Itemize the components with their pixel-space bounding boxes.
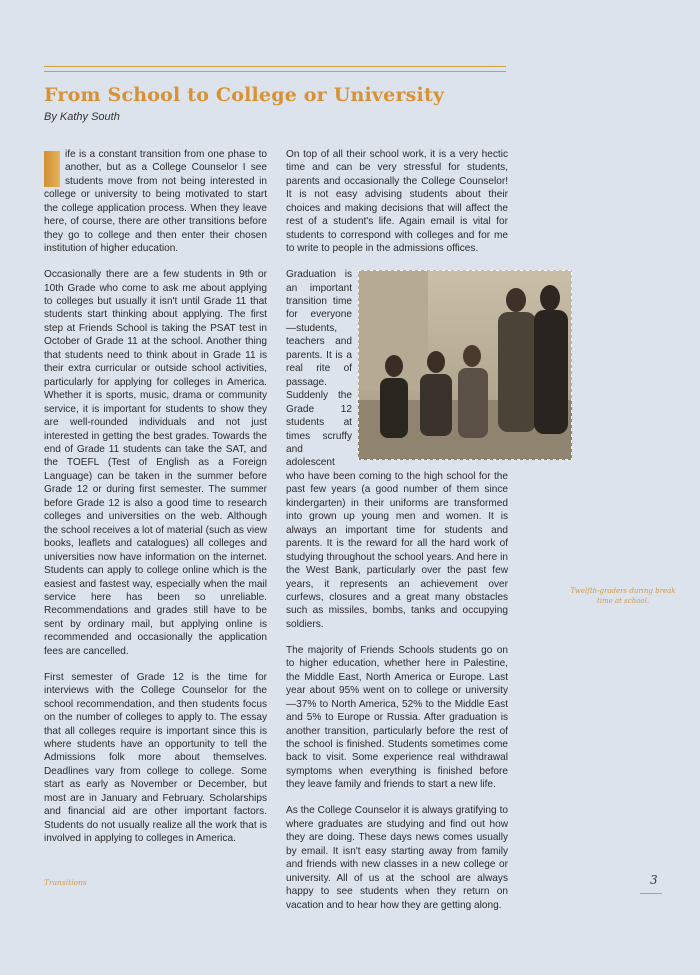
paragraph-text: ife is a constant transition from one phase to another, but as a College Counselor I see students move from not being interested in college or university to being motivated to start the college application process. When they leave here, of course, there are other transitions before they go to college and then enter their chosen institution of higher education. <box>44 149 267 255</box>
drop-cap <box>44 151 60 187</box>
article-column-right <box>286 148 508 924</box>
paragraph <box>286 268 508 631</box>
paragraph: Occasionally there are a few students in 9th or 10th Grade who come to ask me about applying to colleges but usually it isn't until Grade 11 that students start thinking about applying. The first step at Friends School is taking the PSAT test in October of Grade 11 at the school. Another thing that students need to think about in Grade 11 is their extra curricular or outside school activities, particularly for applying for colleges in America. Whether it is sports, music, drama or community service, it is important for students to show they are well-rounded individuals and not just interested in getting the best grades. Towards the end of Grade 11 students can take the SAT, and the TOEFL (Test of English as a Foreign Language) can be taken in the summer before Grade 12 or during first semester. The summer before Grade 12 is also a good time to research colleges and universities on the web. Although the school receives a lot of material (such as view books, leaflets and catalogues) all colleges and universities now have information on the internet. Students can apply to college online which is the easiest and fastest way, especially when the mail service here has been so unreliable. Recommendations and grades still have to be sent by ordinary mail, but applying online is recommended and occasionally the application fees are cancelled. <box>44 269 267 657</box>
paragraph: First semester of Grade 12 is the time for interviews with the College Counselor for the school recommendation, and then students focus on the number of colleges to apply to. The essay that all colleges require is important since this is where students have an opportunity to tell the Admissions folk more about themselves. Deadlines vary from college to college. Some start as early as November or December, but most are in January and February. Scholarships and financial aid are other important factors. Students do not usually realize all the work that is involved in applying to colleges in America. <box>44 671 267 845</box>
page-number: 3 <box>650 873 658 887</box>
page-number-rule <box>640 893 662 894</box>
footer-label: Transitions <box>44 878 87 887</box>
photo-caption: Twelfth-graders during break time at school. <box>570 587 676 605</box>
paragraph: On top of all their school work, it is a very hectic time and can be very stressful for students, parents and occasionally the College Counselor! It is not easy advising students about their choices and making decisions that will affect the rest of a student's life. Again email is vital for students to correspond with colleges and for me to write to people in the admissions offices. <box>286 149 508 255</box>
paragraph-text: Graduation is an important transition time for everyone—students, teachers and parents. It is a real rite of passage. Suddenly the Grade 12 students at times scruffy and adolescent who have been coming to the high school for the past few years (a good number of them since kindergarten) in their uniforms are transformed into grown up young men and women. It is always an important time for students and parents. It is the reward for all the hard work of studying throughout the school years. And here in the West Bank, particularly over the past few years, it represents an achievement over curfews, closures and a great many obstacles such as missiles, bombs, tanks and occupying soldiers. <box>286 269 508 630</box>
article-title: From School to College or University <box>44 84 445 106</box>
paragraph: As the College Counselor it is always gratifying to where graduates are studying and find out how they are doing. These days news comes usually by email. It isn't easy starting away from family and friends with new classes in a new college or university. All of us at the school are always happy to see students when they return on vacation and to hear how they are getting along. <box>286 805 508 911</box>
paragraph: The majority of Friends Schools students go on to higher education, whether here in Palestine, the Middle East, North America or Europe. Last year about 95% went on to college or university—37% to North America, 52% to the Middle East and 5% to Europe or Russia. After graduation is another transition, particularly before the rest of the school is finished. Students sometimes come back to visit. Some experience real withdrawal symptoms when everything is finished before they leave family and friends to start a new life. <box>286 644 508 791</box>
article-byline: By Kathy South <box>44 111 120 123</box>
students-photo <box>358 270 572 460</box>
top-rule <box>44 66 506 67</box>
paragraph <box>44 148 267 256</box>
top-rule-secondary <box>44 71 506 72</box>
article-column-left <box>44 148 267 858</box>
photo-frame <box>358 270 572 460</box>
